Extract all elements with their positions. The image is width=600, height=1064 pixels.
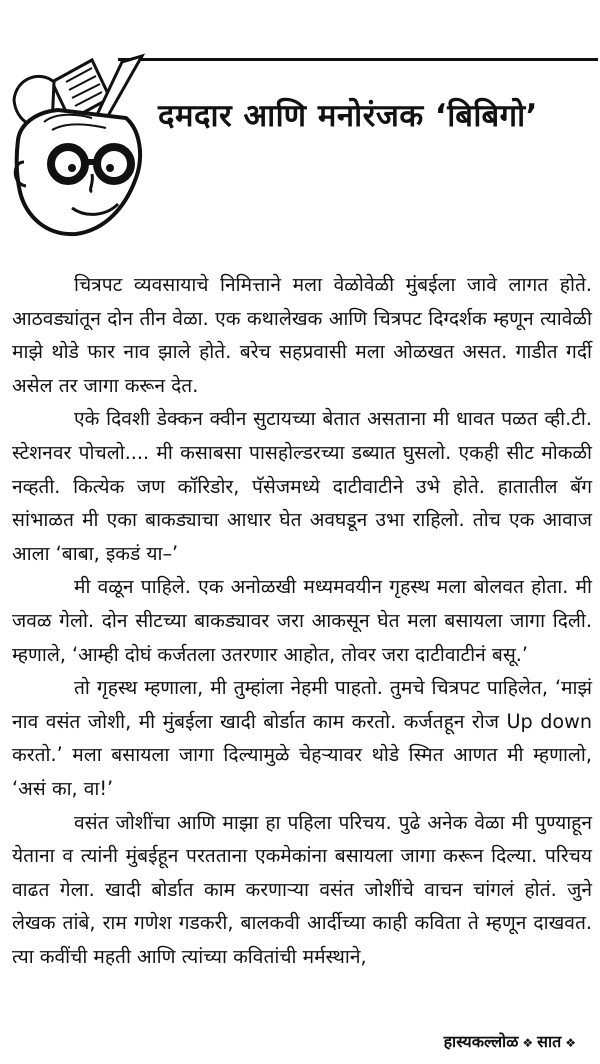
- paragraph: एके दिवशी डेक्कन क्वीन सुटायच्या बेतात असताना मी धावत पळत व्ही.टी. स्टेशनवर पोचलो.... मी कसाबसा पासहोल्डरच्या डब्यात घुसलो. एकही सीट मोकळी नव्हती. कित्येक जण कॉरिडोर, पॅसेजमध्ये दाटीवाटीने उभे होते. हातातील बॅग सांभाळत मी एका बाकड्याचा आधार घेत अवघडून उभा राहिलो. तोच एक आवाज आला ‘बाबा, इकडं या–’: [12, 407, 592, 565]
- paragraph: वसंत जोशींचा आणि माझा हा पहिला परिचय. पुढे अनेक वेळा मी पुण्याहून येताना व त्यांनी मुंबईहून परतताना एकमेकांना बसायला जागा करून दिल्या. परिचय वाढत गेला. खादी बोर्डात काम करणाऱ्या वसंत जोशींचे वाचन चांगलं होतं. जुने लेखक तांबे, राम गणेश गडकरी, बालकवी आर्दीच्या काही कविता ते म्हणून दाखवत. त्या कवींची महती आणि त्यांच्या कवितांची मर्मस्थाने,: [12, 810, 592, 968]
- page-footer: [444, 1030, 580, 1052]
- page-number: सात: [537, 1032, 562, 1051]
- paragraph: मी वळून पाहिले. एक अनोळखी मध्यमवयीन गृहस्थ मला बोलवत होता. मी जवळ गेलो. दोन सीटच्या बाकड्यावर जरा आकसून घेत मला बसायला जागा दिली. म्हणाले, ‘आम्ही दोघं कर्जतला उतरणार आहोत, तोवर जरा दाटीवाटीनं बसू.’: [12, 575, 592, 666]
- paragraph: तो गृहस्थ म्हणाला, मी तुम्हांला नेहमी पाहतो. तुमचे चित्रपट पाहिलेत, ‘माझं नाव वसंत जोशी, मी मुंबईला खादी बोर्डात काम करतो. कर्जतहून रोज Up down करतो.’ मला बसायला जागा दिल्यामुळे चेहऱ्यावर थोडे स्मित आणत मी म्हणालो, ‘असं का, वा!’: [12, 676, 592, 800]
- cartoon-reader-with-open-head-icon: [6, 52, 162, 248]
- page-title: दमदार आणि मनोरंजक ‘बिबिगो’: [158, 98, 538, 134]
- header-rule: [118, 58, 598, 61]
- book-name: हास्यकल्लोळ: [443, 1032, 519, 1051]
- paragraph: चित्रपट व्यवसायाचे निमित्ताने मला वेळोवेळी मुंबईला जावे लागत होते. आठवड्यांतून दोन तीन वेळा. एक कथालेखक आणि चित्रपट दिग्दर्शक म्हणून त्यावेळी माझे थोडे फार नाव झाले होते. बरेच सहप्रवासी मला ओळखत असत. गाडीत गर्दी असेल तर जागा करून देत.: [12, 273, 592, 397]
- separator-icon: ❖: [522, 1036, 534, 1050]
- separator-icon: ❖: [565, 1036, 576, 1050]
- article-body: [12, 268, 592, 973]
